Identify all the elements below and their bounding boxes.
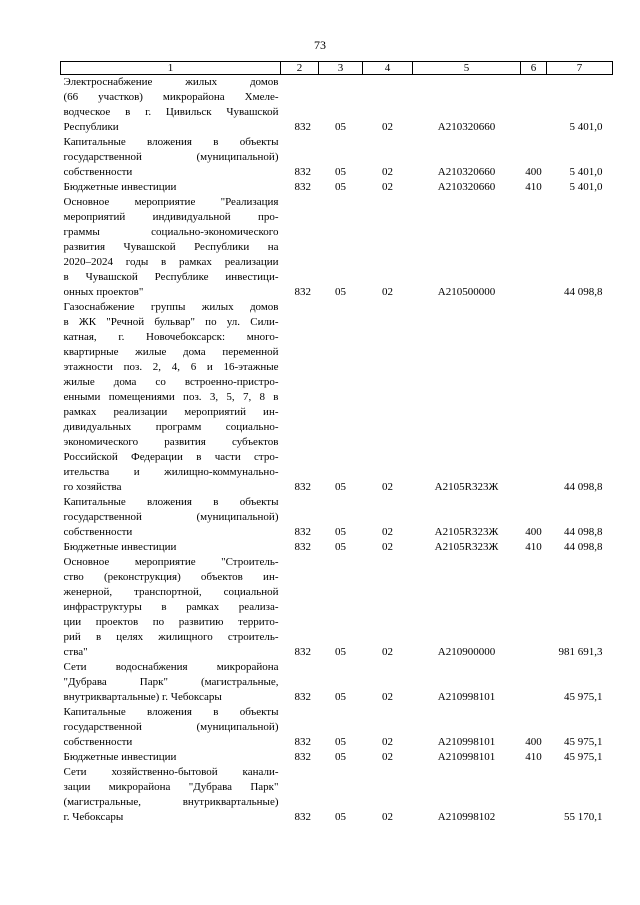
row-name — [61, 195, 281, 300]
row-vr — [521, 555, 547, 660]
row-rz: 05 — [335, 736, 346, 748]
row-sum: 5 401,0 — [569, 166, 603, 178]
row-gr: 832 — [294, 691, 311, 703]
row-cs: А210500000 — [437, 286, 496, 298]
row-vr — [521, 765, 547, 825]
row-name-line: государственной (муниципальной) — [63, 721, 279, 733]
row-gr: 832 — [294, 541, 311, 553]
row-name-line: Капитальные вложения в объекты — [63, 496, 279, 508]
row-name-line: го хозяйства — [63, 481, 122, 493]
row-name-line: жилые дома со встроенно-пристро- — [63, 376, 279, 388]
row-pr: 02 — [382, 691, 393, 703]
row-name — [61, 180, 281, 195]
row-rz: 05 — [335, 181, 346, 193]
row-name-line: енными помещениями поз. 3, 5, 7, 8 в — [63, 391, 279, 403]
row-rz: 05 — [335, 541, 346, 553]
row-name-line: Основное мероприятие "Реализация — [63, 196, 279, 208]
table-row — [61, 135, 613, 180]
row-name-line: Основное мероприятие "Строитель- — [63, 556, 279, 568]
row-vr: 400 — [525, 166, 542, 178]
row-name-line: "Дубрава Парк" (магистральные, — [63, 676, 279, 688]
row-pr: 02 — [382, 526, 393, 538]
row-sum: 44 098,8 — [564, 286, 603, 298]
row-name-line: развития Чувашской Республики на — [63, 241, 279, 253]
row-name-line: Бюджетные инвестиции — [63, 541, 177, 553]
header-col-5: 5 — [413, 62, 521, 75]
row-pr: 02 — [382, 166, 393, 178]
row-cs: А210998101 — [437, 751, 496, 763]
row-gr: 832 — [294, 526, 311, 538]
row-name-line: внутриквартальные) г. Чебоксары — [63, 691, 222, 703]
row-name-line: Капитальные вложения в объекты — [63, 136, 279, 148]
row-name — [61, 660, 281, 705]
row-name-line: в Чувашской Республике инвестици- — [63, 271, 279, 283]
row-name-line: ства" — [63, 646, 88, 658]
table-row — [61, 705, 613, 750]
row-cs: А210998101 — [437, 736, 496, 748]
table-row — [61, 195, 613, 300]
row-name-line: Российской Федерации в части стро- — [63, 451, 279, 463]
row-name — [61, 300, 281, 495]
header-col-3: 3 — [319, 62, 363, 75]
row-name-line: (66 участков) микрорайона Хмеле- — [63, 91, 279, 103]
row-sum: 5 401,0 — [569, 121, 603, 133]
row-sum: 5 401,0 — [569, 181, 603, 193]
row-name — [61, 495, 281, 540]
row-name-line: государственной (муниципальной) — [63, 151, 279, 163]
header-col-7: 7 — [547, 62, 613, 75]
row-name-line: водческое в г. Цивильск Чувашской — [63, 106, 279, 118]
row-vr — [521, 195, 547, 300]
row-vr — [521, 660, 547, 705]
row-rz: 05 — [335, 751, 346, 763]
row-rz: 05 — [335, 811, 346, 823]
row-name — [61, 75, 281, 136]
row-vr: 400 — [525, 736, 542, 748]
row-cs: А2105R323Ж — [434, 481, 499, 493]
row-pr: 02 — [382, 646, 393, 658]
row-cs: А210998101 — [437, 691, 496, 703]
row-name-line: граммы социально-экономического — [63, 226, 279, 238]
row-gr: 832 — [294, 811, 311, 823]
row-sum: 55 170,1 — [564, 811, 603, 823]
row-name — [61, 705, 281, 750]
table-row — [61, 540, 613, 555]
row-name-line: Бюджетные инвестиции — [63, 751, 177, 763]
row-name — [61, 540, 281, 555]
row-pr: 02 — [382, 736, 393, 748]
row-name-line: Газоснабжение группы жилых домов — [63, 301, 279, 313]
row-name-line: г. Чебоксары — [63, 811, 124, 823]
row-sum: 45 975,1 — [564, 691, 603, 703]
row-rz: 05 — [335, 286, 346, 298]
row-name-line: Электроснабжение жилых домов — [63, 76, 279, 88]
row-gr: 832 — [294, 646, 311, 658]
row-cs: А210900000 — [437, 646, 496, 658]
row-name-line: ции проектов по развитию террито- — [63, 616, 279, 628]
row-sum: 44 098,8 — [564, 481, 603, 493]
row-name-line: Капитальные вложения в объекты — [63, 706, 279, 718]
row-pr: 02 — [382, 751, 393, 763]
row-name-line: собственности — [63, 526, 133, 538]
row-name-line: 2020–2024 годы в рамках реализации — [63, 256, 279, 268]
table-row — [61, 660, 613, 705]
row-rz: 05 — [335, 121, 346, 133]
row-gr: 832 — [294, 481, 311, 493]
table-row — [61, 555, 613, 660]
header-col-1: 1 — [61, 62, 281, 75]
row-gr: 832 — [294, 286, 311, 298]
table-row — [61, 765, 613, 825]
row-rz: 05 — [335, 646, 346, 658]
row-name-line: онных проектов" — [63, 286, 144, 298]
header-col-4: 4 — [363, 62, 413, 75]
row-name — [61, 555, 281, 660]
row-gr: 832 — [294, 736, 311, 748]
row-cs: А210998102 — [437, 811, 496, 823]
row-name-line: ство (реконструкция) объектов ин- — [63, 571, 279, 583]
header-col-2: 2 — [281, 62, 319, 75]
row-gr: 832 — [294, 751, 311, 763]
row-pr: 02 — [382, 811, 393, 823]
row-gr: 832 — [294, 181, 311, 193]
row-name-line: дивидуальных программ социально- — [63, 421, 279, 433]
header-row — [61, 62, 613, 75]
row-cs: А2105R323Ж — [434, 526, 499, 538]
row-name-line: экономического развития субъектов — [63, 436, 279, 448]
row-vr — [521, 75, 547, 136]
table-body — [61, 75, 613, 826]
row-name-line: (магистральные, внутриквартальные) — [63, 796, 279, 808]
row-name-line: государственной (муниципальной) — [63, 511, 279, 523]
row-pr: 02 — [382, 181, 393, 193]
row-name-line: Сети хозяйственно-бытовой канали- — [63, 766, 279, 778]
table-row — [61, 180, 613, 195]
row-name — [61, 765, 281, 825]
row-name — [61, 135, 281, 180]
row-rz: 05 — [335, 526, 346, 538]
header-col-6: 6 — [521, 62, 547, 75]
row-name-line: собственности — [63, 736, 133, 748]
page-number: 73 — [314, 38, 326, 52]
row-name — [61, 750, 281, 765]
row-rz: 05 — [335, 166, 346, 178]
row-sum: 45 975,1 — [564, 736, 603, 748]
table-row — [61, 300, 613, 495]
row-name-line: квартирные жилые дома переменной — [63, 346, 279, 358]
row-vr: 410 — [525, 541, 542, 553]
row-name-line: в ЖК "Речной бульвар" по ул. Сили- — [63, 316, 279, 328]
row-name-line: зации микрорайона "Дубрава Парк" — [63, 781, 279, 793]
row-sum: 45 975,1 — [564, 751, 603, 763]
row-name-line: инфраструктуры в рамках реализа- — [63, 601, 279, 613]
table-row — [61, 495, 613, 540]
budget-table — [60, 61, 613, 825]
row-rz: 05 — [335, 691, 346, 703]
row-sum: 44 098,8 — [564, 526, 603, 538]
row-pr: 02 — [382, 541, 393, 553]
row-name-line: рамках реализации мероприятий ин- — [63, 406, 279, 418]
row-sum: 44 098,8 — [564, 541, 603, 553]
row-pr: 02 — [382, 481, 393, 493]
row-name-line: рий в целях жилищного строитель- — [63, 631, 279, 643]
table-row — [61, 750, 613, 765]
row-cs: А2105R323Ж — [434, 541, 499, 553]
row-name-line: катная, г. Новочебоксарск: много- — [63, 331, 279, 343]
row-vr: 410 — [525, 751, 542, 763]
row-pr: 02 — [382, 286, 393, 298]
row-name-line: собственности — [63, 166, 133, 178]
row-name-line: мероприятий индивидуальной про- — [63, 211, 279, 223]
row-sum: 981 691,3 — [558, 646, 603, 658]
row-cs: А210320660 — [437, 166, 496, 178]
row-gr: 832 — [294, 121, 311, 133]
row-rz: 05 — [335, 481, 346, 493]
row-gr: 832 — [294, 166, 311, 178]
row-cs: А210320660 — [437, 121, 496, 133]
row-name-line: Бюджетные инвестиции — [63, 181, 177, 193]
row-name-line: Сети водоснабжения микрорайона — [63, 661, 279, 673]
row-pr: 02 — [382, 121, 393, 133]
row-name-line: Республики — [63, 121, 119, 133]
row-cs: А210320660 — [437, 181, 496, 193]
row-vr: 410 — [525, 181, 542, 193]
row-name-line: этажности поз. 2, 4, 6 и 16-этажные — [63, 361, 279, 373]
row-vr — [521, 300, 547, 495]
table-row — [61, 75, 613, 136]
row-name-line: женерной, транспортной, социальной — [63, 586, 279, 598]
row-vr: 400 — [525, 526, 542, 538]
row-name-line: ительства и жилищно-коммунально- — [63, 466, 279, 478]
